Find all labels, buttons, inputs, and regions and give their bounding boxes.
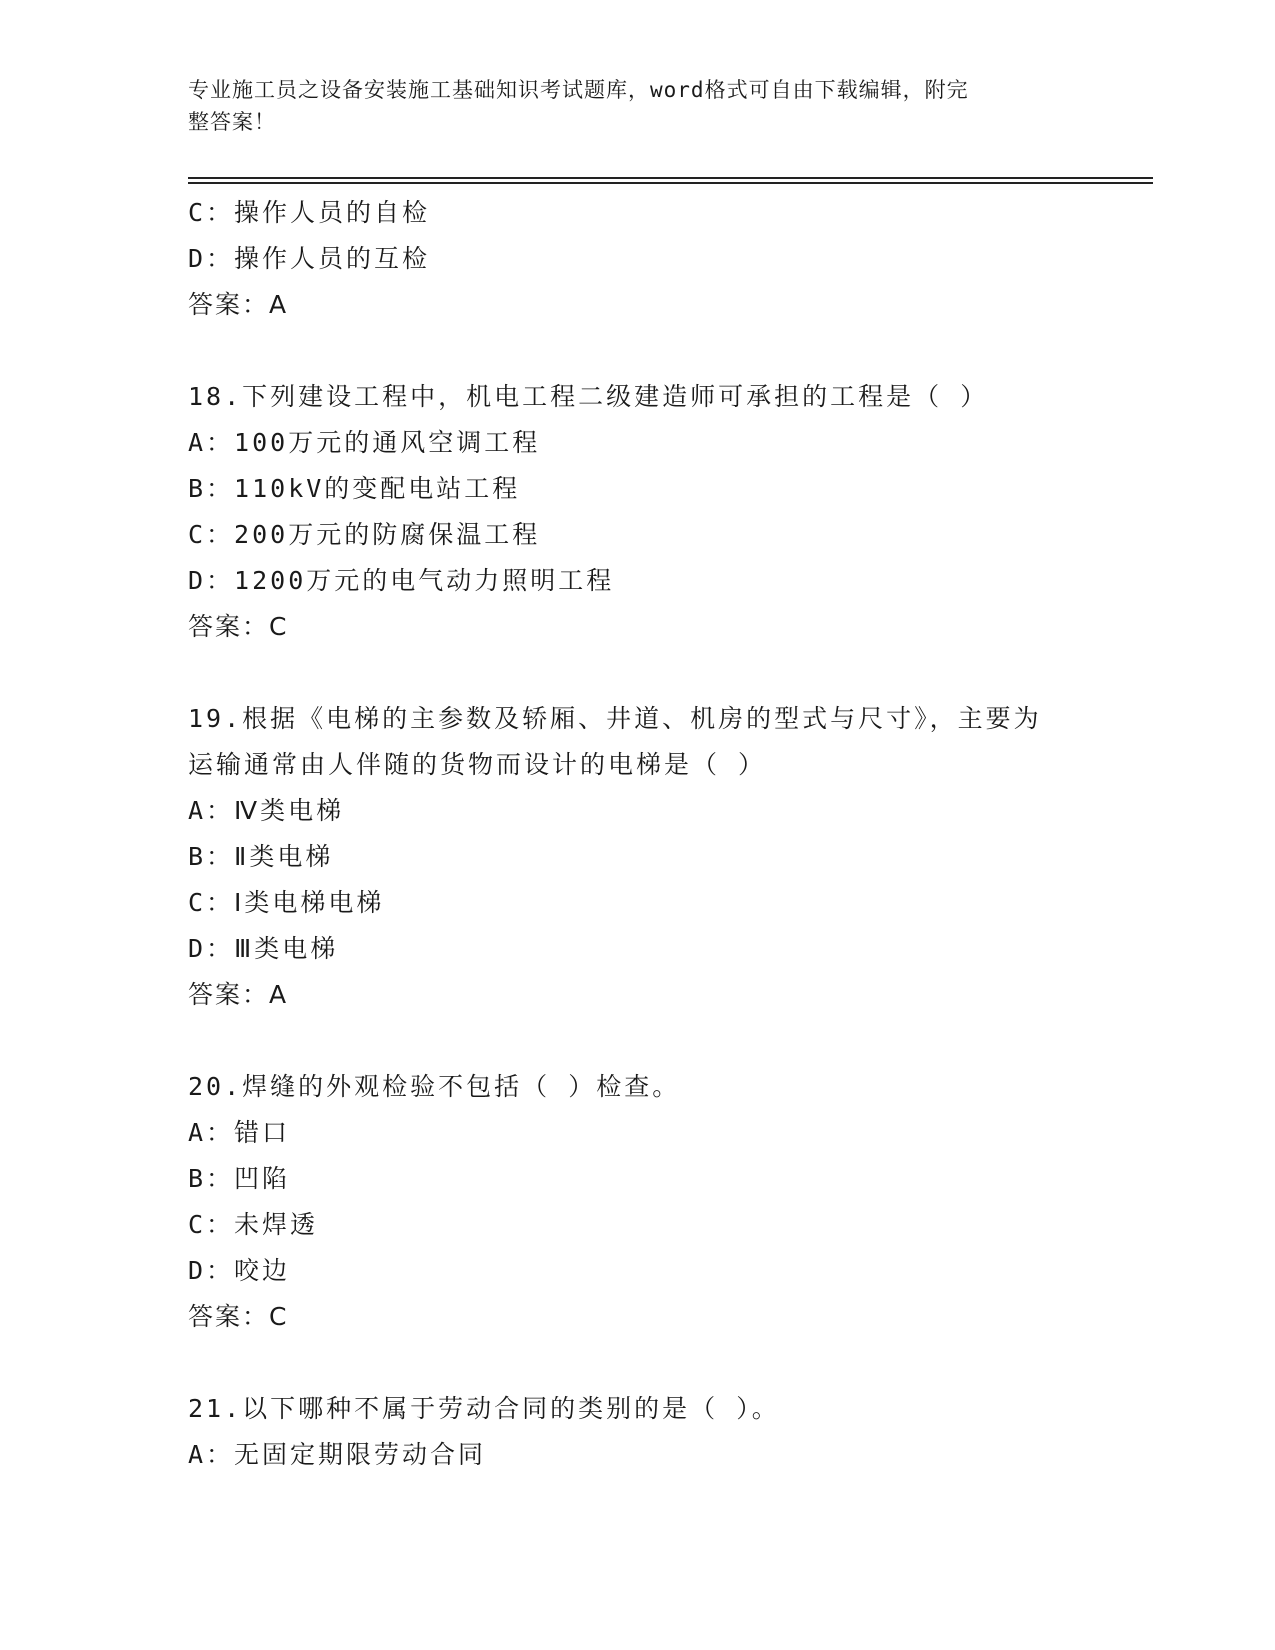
question-19 xyxy=(188,696,1153,1018)
question-stem-continued: 运输通常由人伴随的货物而设计的电梯是（ ） xyxy=(188,750,767,779)
question-17-continuation xyxy=(188,190,1153,328)
header-divider-top xyxy=(188,177,1153,179)
answer-line: 答案：C xyxy=(188,612,289,641)
option-d: D：Ⅲ类电梯 xyxy=(188,934,339,963)
option-b: B：凹陷 xyxy=(188,1164,291,1193)
option-c: C：200万元的防腐保温工程 xyxy=(188,520,541,549)
question-stem: 20.焊缝的外观检验不包括（ ）检查。 xyxy=(188,1072,681,1101)
header-line-2: 整答案！ xyxy=(188,110,276,134)
answer-line: 答案：A xyxy=(188,290,289,319)
option-d: D：操作人员的互检 xyxy=(188,244,431,273)
spacer xyxy=(188,650,1153,696)
question-list xyxy=(188,190,1153,1478)
spacer xyxy=(188,328,1153,374)
option-a: A：无固定期限劳动合同 xyxy=(188,1440,487,1469)
question-18 xyxy=(188,374,1153,650)
option-c: C：Ⅰ类电梯电梯 xyxy=(188,888,385,917)
option-c: C：未焊透 xyxy=(188,1210,319,1239)
header-line-1: 专业施工员之设备安装施工基础知识考试题库，word格式可自由下载编辑，附完 xyxy=(188,78,969,102)
header-divider-bottom xyxy=(188,182,1153,184)
option-d: D：咬边 xyxy=(188,1256,291,1285)
question-stem: 18.下列建设工程中，机电工程二级建造师可承担的工程是（ ） xyxy=(188,382,989,411)
spacer xyxy=(188,1340,1153,1386)
option-d: D：1200万元的电气动力照明工程 xyxy=(188,566,615,595)
option-a: A：100万元的通风空调工程 xyxy=(188,428,541,457)
option-b: B：110kV的变配电站工程 xyxy=(188,474,521,503)
answer-line: 答案：C xyxy=(188,1302,289,1331)
option-a: A：错口 xyxy=(188,1118,291,1147)
answer-line: 答案：A xyxy=(188,980,289,1009)
spacer xyxy=(188,1018,1153,1064)
option-c: C：操作人员的自检 xyxy=(188,198,431,227)
question-stem: 21.以下哪种不属于劳动合同的类别的是（ ）。 xyxy=(188,1394,780,1423)
option-b: B：Ⅱ类电梯 xyxy=(188,842,334,871)
question-21 xyxy=(188,1386,1153,1478)
option-a: A：Ⅳ类电梯 xyxy=(188,796,345,825)
document-header xyxy=(188,74,1068,138)
question-20 xyxy=(188,1064,1153,1340)
question-stem: 19.根据《电梯的主参数及轿厢、井道、机房的型式与尺寸》，主要为 xyxy=(188,704,1042,733)
